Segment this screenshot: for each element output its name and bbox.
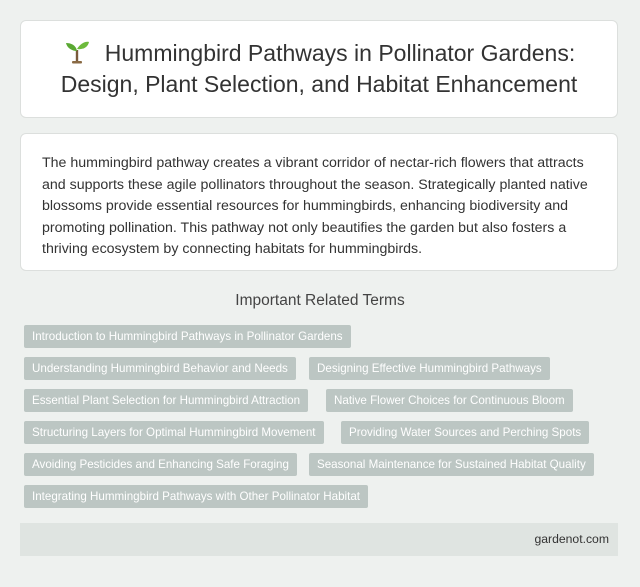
related-term-tag[interactable]: Designing Effective Hummingbird Pathways — [309, 357, 550, 380]
related-term-tag[interactable]: Essential Plant Selection for Hummingbird Attraction — [24, 389, 308, 412]
related-term-tag[interactable]: Avoiding Pesticides and Enhancing Safe Foraging — [24, 453, 297, 476]
related-term-tag[interactable]: Integrating Hummingbird Pathways with Other Pollinator Habitat — [24, 485, 368, 508]
related-terms-heading: Important Related Terms — [235, 292, 405, 309]
seedling-icon — [63, 40, 91, 64]
intro-card — [20, 133, 618, 271]
page-title — [21, 38, 617, 100]
title-card — [20, 20, 618, 118]
footer — [20, 523, 618, 556]
footer-site-link[interactable]: gardenot.com — [534, 532, 609, 546]
related-term-tag[interactable]: Introduction to Hummingbird Pathways in Pollinator Gardens — [24, 325, 351, 348]
related-term-tag[interactable]: Seasonal Maintenance for Sustained Habitat Quality — [309, 453, 594, 476]
related-term-tag[interactable]: Providing Water Sources and Perching Spots — [341, 421, 589, 444]
related-term-tag[interactable]: Structuring Layers for Optimal Hummingbird Movement — [24, 421, 324, 444]
related-term-tag[interactable]: Native Flower Choices for Continuous Bloom — [326, 389, 573, 412]
intro-paragraph: The hummingbird pathway creates a vibrant corridor of nectar-rich flowers that attracts and supports these agile pollinators throughout the season. Strategically planted native blossoms provide essential resources for hummingbirds, enhancing biodiversity and promoting pollination. This pathway not only beautifies the garden but also fosters a thriving ecosystem by connecting habitats for hummingbirds. — [42, 155, 588, 257]
page-title-text: Hummingbird Pathways in Pollinator Gardens: Design, Plant Selection, and Habitat Enhancement — [60, 40, 578, 97]
related-term-tag[interactable]: Understanding Hummingbird Behavior and Needs — [24, 357, 296, 380]
